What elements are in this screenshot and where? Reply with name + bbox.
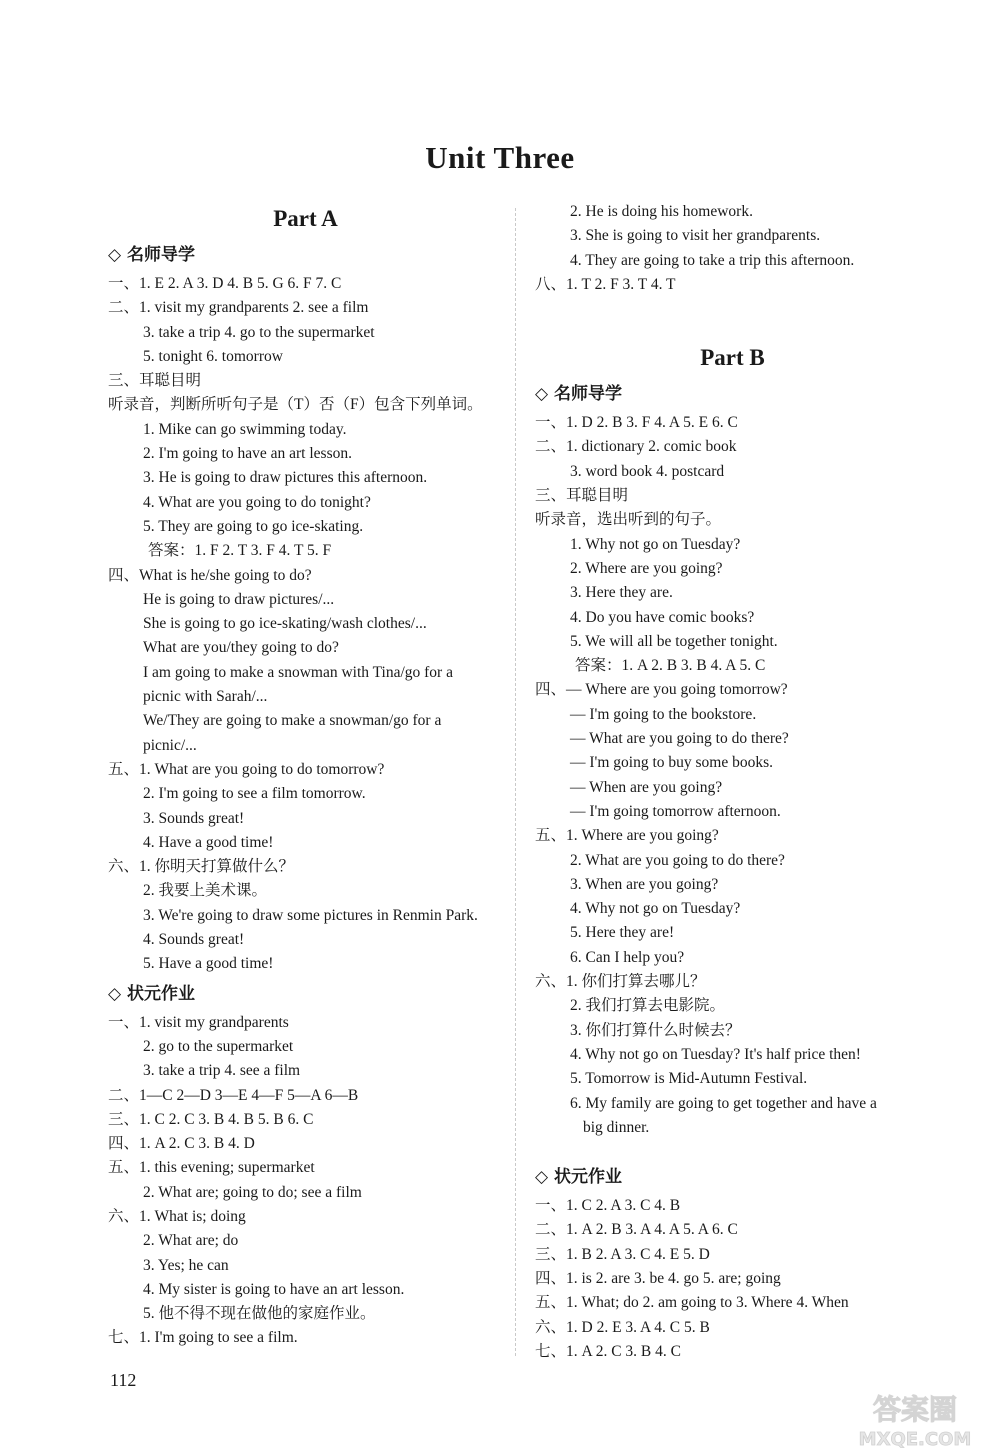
answer-line: 5. Have a good time! xyxy=(143,955,274,973)
answer-line: 2. go to the supermarket xyxy=(143,1037,294,1055)
page-number: 112 xyxy=(110,1370,137,1390)
column-divider xyxy=(515,208,516,1356)
answer-line: 六、1. 你们打算去哪儿？ xyxy=(535,973,706,991)
answer-line: 六、1. 你明天打算做什么？ xyxy=(108,858,295,876)
answer-line: 3. He is going to draw pictures this afternoon. xyxy=(143,469,428,487)
answer-line: 3. When are you going? xyxy=(570,875,719,893)
answer-line: 四、1. A 2. C 3. B 4. D xyxy=(108,1135,255,1153)
answer-line: — What are you going to do there? xyxy=(570,730,789,748)
watermark-text-bottom: MXQE.COM xyxy=(858,1429,972,1450)
part-a-homework-heading: ◇ 状元作业 xyxy=(108,983,195,1004)
watermark-logo xyxy=(840,1385,990,1451)
spacer xyxy=(535,1140,930,1160)
answer-line: 三、耳聪目明 xyxy=(535,487,629,505)
answer-line: She is going to go ice-skating/wash clothes/... xyxy=(143,615,427,633)
answer-line: 4. They are going to take a trip this afternoon. xyxy=(570,251,855,269)
answer-line: — When are you going? xyxy=(570,778,723,796)
answer-line: 2. I'm going to have an art lesson. xyxy=(143,445,352,463)
answer-line: 七、1. A 2. C 3. B 4. C xyxy=(535,1342,681,1360)
answer-line: 4. My sister is going to have an art lesson. xyxy=(143,1280,405,1298)
answer-line: 3. Sounds great! xyxy=(143,809,245,827)
part-a-guide-heading: ◇ 名师导学 xyxy=(108,245,195,265)
answer-line: 六、1. D 2. E 3. A 4. C 5. B xyxy=(535,1318,710,1336)
answer-line: 四、1. is 2. are 3. be 4. go 5. are; going xyxy=(535,1269,781,1287)
answer-line: 2. I'm going to see a film tomorrow. xyxy=(143,785,366,803)
answer-line: 4. Do you have comic books? xyxy=(570,608,755,626)
answer-line: 5. We will all be together tonight. xyxy=(570,632,778,650)
answer-line: 4. Have a good time! xyxy=(143,833,274,851)
answer-line: 5. They are going to go ice-skating. xyxy=(143,517,364,535)
answer-line: 四、— Where are you going tomorrow? xyxy=(535,681,788,699)
answer-line: — I'm going to the bookstore. xyxy=(570,705,757,723)
answer-line: We/They are going to make a snowman/go for a xyxy=(143,712,442,730)
answer-line: 4. Why not go on Tuesday? xyxy=(570,900,741,918)
answer-line: 一、1. visit my grandparents xyxy=(108,1013,289,1031)
answer-line: 一、1. E 2. A 3. D 4. B 5. G 6. F 7. C xyxy=(108,275,342,292)
answer-line: picnic with Sarah/... xyxy=(143,688,268,706)
answer-line: 六、1. What is; doing xyxy=(108,1207,246,1225)
answer-line: 4. Sounds great! xyxy=(143,931,245,949)
answer-line: He is going to draw pictures/... xyxy=(143,590,335,608)
answer-line: 1. Mike can go swimming today. xyxy=(143,420,347,438)
answer-line: 3. Yes; he can xyxy=(143,1256,229,1274)
answer-line: 3. We're going to draw some pictures in Renmin Park. xyxy=(143,906,478,924)
answer-line: 5. Tomorrow is Mid-Autumn Festival. xyxy=(570,1070,808,1088)
answer-line: 3. word book 4. postcard xyxy=(570,462,725,480)
answer-line: 二、1. A 2. B 3. A 4. A 5. A 6. C xyxy=(535,1221,738,1239)
answer-line: 七、1. I'm going to see a film. xyxy=(108,1329,298,1347)
answer-line: 三、1. B 2. A 3. C 4. E 5. D xyxy=(535,1245,710,1263)
unit-title: Unit Three xyxy=(425,140,575,175)
part-a-title: Part A xyxy=(273,206,338,231)
answer-line: 1. Why not go on Tuesday? xyxy=(570,535,741,553)
answer-line: 5. Here they are! xyxy=(570,924,675,942)
answer-line: 2. What are you going to do there? xyxy=(570,851,785,869)
answer-key-line: 答案：1. F 2. T 3. F 4. T 5. F xyxy=(148,542,332,560)
answer-line: What are you/they going to do? xyxy=(143,639,339,657)
answer-line: big dinner. xyxy=(583,1118,650,1136)
answer-line: 3. take a trip 4. go to the supermarket xyxy=(143,323,375,341)
left-column xyxy=(108,200,503,1351)
spacer xyxy=(535,297,930,339)
answer-line: 3. She is going to visit her grandparents. xyxy=(570,227,821,245)
answer-line: 八、1. T 2. F 3. T 4. T xyxy=(535,275,676,293)
answer-line: 二、1. dictionary 2. comic book xyxy=(535,438,737,456)
answer-line: 2. 我们打算去电影院。 xyxy=(570,997,726,1015)
answer-line: 5. 他不得不现在做他的家庭作业。 xyxy=(143,1305,376,1323)
answer-line: 二、1—C 2—D 3—E 4—F 5—A 6—B xyxy=(108,1086,359,1104)
answer-line: I am going to make a snowman with Tina/go for a xyxy=(143,663,453,681)
answer-line: 听录音，判断所听句子是（T）否（F）包含下列单词。 xyxy=(108,396,483,414)
answer-line: 三、耳聪目明 xyxy=(108,372,202,390)
answer-line: 2. He is doing his homework. xyxy=(570,203,753,220)
watermark-text-top: 答案圈 xyxy=(872,1393,958,1426)
answer-line: 3. Here they are. xyxy=(570,584,673,602)
answer-line: 2. 我要上美术课。 xyxy=(143,882,268,900)
answer-key-line: 答案：1. A 2. B 3. B 4. A 5. C xyxy=(575,657,766,675)
answer-line: 一、1. C 2. A 3. C 4. B xyxy=(535,1197,681,1215)
answer-line: 2. What are; going to do; see a film xyxy=(143,1183,362,1201)
answer-line: 3. take a trip 4. see a film xyxy=(143,1062,301,1080)
answer-line: 五、1. What; do 2. am going to 3. Where 4. When xyxy=(535,1294,849,1312)
answer-line: 五、1. Where are you going? xyxy=(535,827,719,845)
part-b-homework-heading: ◇ 状元作业 xyxy=(535,1167,622,1188)
answer-line: — I'm going to buy some books. xyxy=(570,754,773,772)
answer-line: 三、1. C 2. C 3. B 4. B 5. B 6. C xyxy=(108,1110,314,1128)
answer-line: 6. Can I help you? xyxy=(570,948,685,966)
answer-line: 五、1. this evening; supermarket xyxy=(108,1159,315,1177)
answer-line: 一、1. D 2. B 3. F 4. A 5. E 6. C xyxy=(535,414,738,432)
answer-line: 2. What are; do xyxy=(143,1232,239,1250)
answer-line: 5. tonight 6. tomorrow xyxy=(143,347,283,365)
answer-line: 四、What is he/she going to do? xyxy=(108,566,312,584)
answer-line: 二、1. visit my grandparents 2. see a film xyxy=(108,299,369,317)
answer-line: 4. Why not go on Tuesday? It's half price then! xyxy=(570,1045,861,1063)
answer-line: 2. Where are you going? xyxy=(570,559,723,577)
part-b-guide-heading: ◇ 名师导学 xyxy=(535,384,622,405)
part-b-title: Part B xyxy=(700,345,765,371)
answer-line: 五、1. What are you going to do tomorrow? xyxy=(108,760,385,778)
answer-line: 4. What are you going to do tonight? xyxy=(143,493,371,511)
answer-line: 听录音，选出听到的句子。 xyxy=(535,511,722,529)
answer-line: — I'm going tomorrow afternoon. xyxy=(570,802,781,820)
right-column xyxy=(535,200,930,1364)
answer-line: 6. My family are going to get together and have a xyxy=(570,1094,877,1112)
answer-line: 3. 你们打算什么时候去？ xyxy=(570,1021,741,1039)
answer-line: picnic/... xyxy=(143,736,197,754)
